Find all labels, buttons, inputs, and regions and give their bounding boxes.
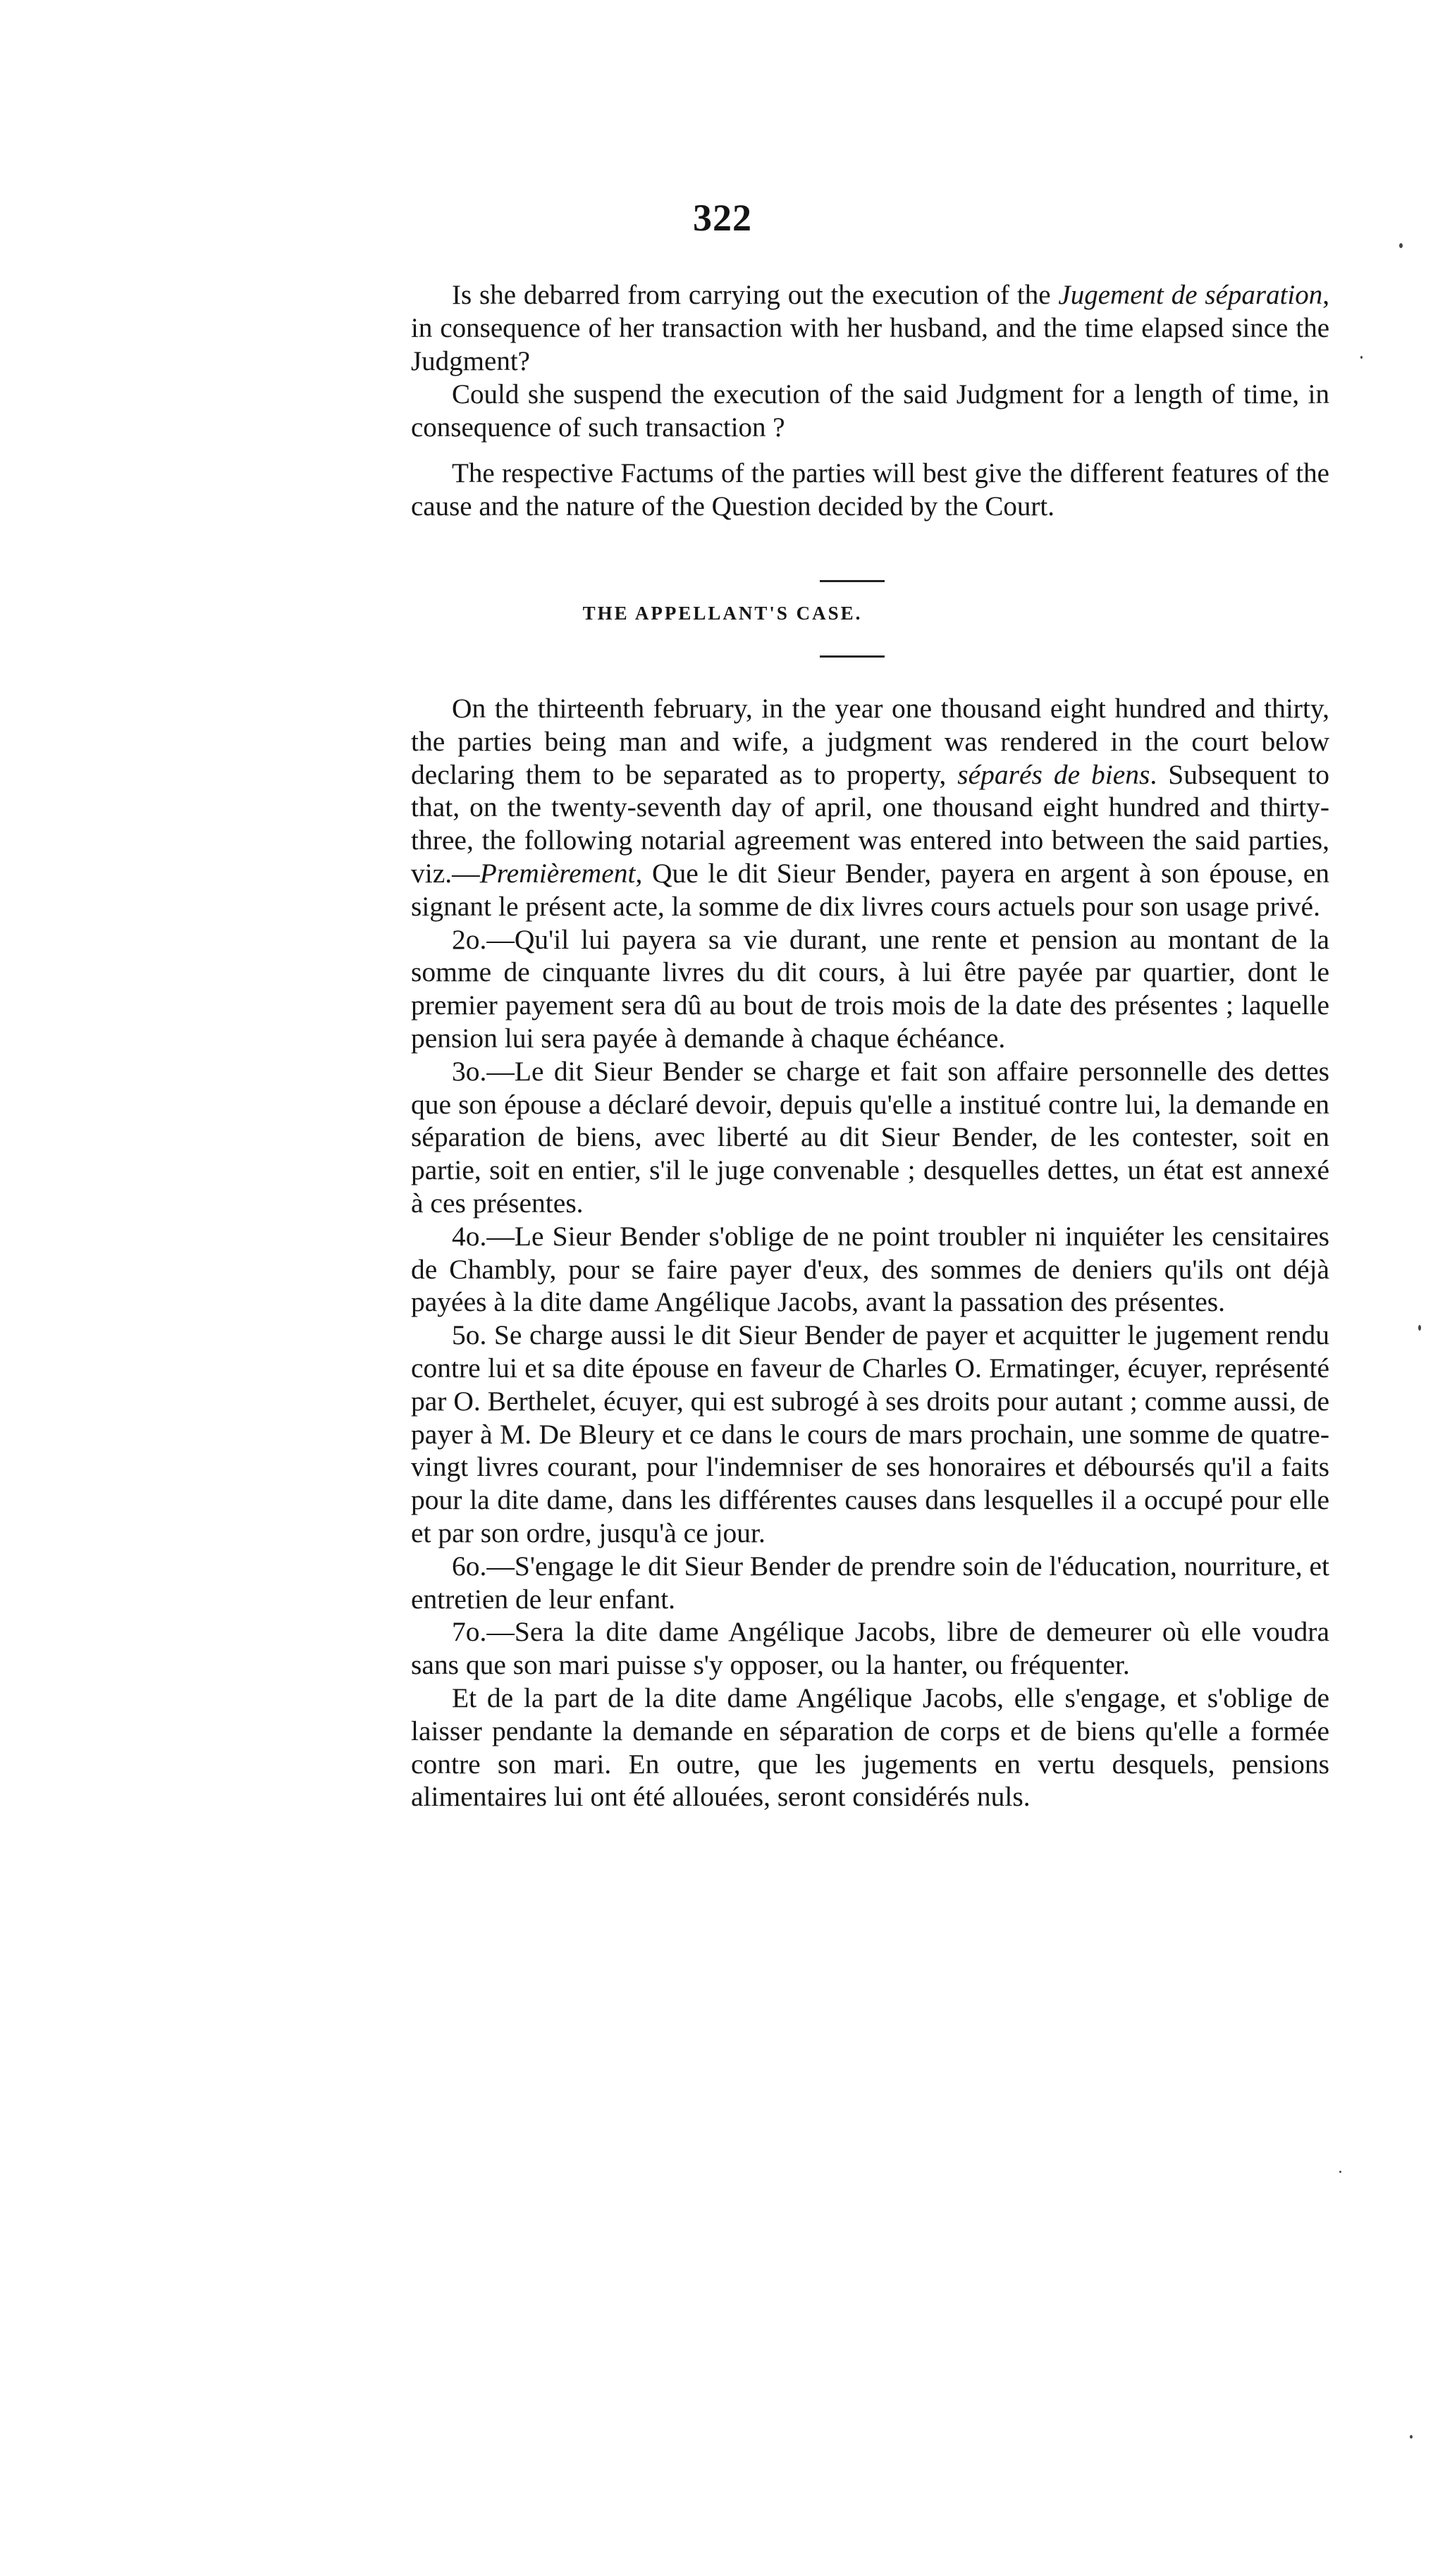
agreement-clause: 4o.—Le Sieur Bender s'oblige de ne point troubler ni inquiéter les censitaires de Chambly, pour se faire payer d'eux, des sommes de deniers qu'ils ont déjà payées à la dite dame Angélique Jacobs, avant la passation des présentes. bbox=[411, 1220, 1329, 1318]
agreement-clause: 7o.—Sera la dite dame Angélique Jacobs, libre de demeurer où elle voudra sans que son mari puisse s'y opposer, ou la hanter, ou fréquenter. bbox=[411, 1616, 1329, 1681]
agreement-clause: 2o.—Qu'il lui payera sa vie durant, une rente et pension au montant de la somme de cinquante livres du dit cours, à lui être payée par quartier, dont le premier payement sera dû au bout de trois mois de la date des présentes ; laquelle pension lui sera payée à demande à chaque échéance. bbox=[411, 923, 1329, 1054]
heading-rule-top bbox=[820, 580, 885, 582]
factums-text: The respective Factums of the parties will best give the different features of the cause and the nature of the Question decided by the Court. bbox=[411, 458, 1329, 522]
heading-rule-bottom bbox=[820, 655, 885, 658]
scan-speck bbox=[1360, 356, 1363, 359]
agreement-clause: 6o.—S'engage le dit Sieur Bender de prendre soin de l'éducation, nourriture, et entretien de leur enfant. bbox=[411, 1550, 1329, 1615]
scan-speck bbox=[1418, 1325, 1421, 1331]
body-paragraph: On the thirteenth february, in the year one thousand eight hundred and thirty, the parties being man and wife, a judgment was rendered in the court below declaring them to be separated as to property, séparés de biens. Subsequent to that, on the twenty-seventh day of april, one thousand eight hundred and thirty-three, the following notarial agreement was entered into between the said parties, viz.—Premièrement, Que le dit Sieur Bender, payera en argent à son épouse, en signant le présent acte, la somme de dix livres cours actuels pour son usage privé. bbox=[411, 693, 1329, 922]
body-paragraph: Et de la part de la dite dame Angélique Jacobs, elle s'engage, et s'oblige de laisser pendante la demande en séparation de corps et de biens qu'elle a formée contre son mari. En outre, que les jugements en vertu desquels, pensions alimentaires lui ont été allouées, seront considérés nuls. bbox=[411, 1682, 1329, 1813]
question-paragraph: Could she suspend the execution of the said Judgment for a length of time, in consequence of such transaction ? bbox=[411, 379, 1329, 443]
page-number: 322 bbox=[693, 197, 752, 239]
case-heading: THE APPELLANT'S CASE. bbox=[582, 603, 863, 624]
intro-questions bbox=[411, 278, 1329, 444]
scan-speck bbox=[1339, 2171, 1341, 2173]
scan-speck bbox=[1399, 243, 1403, 248]
factums-paragraph bbox=[411, 457, 1329, 523]
agreement-clause: 3o.—Le dit Sieur Bender se charge et fait son affaire personnelle des dettes que son épouse a déclaré devoir, depuis qu'elle a institué contre lui, la demande en séparation de biens, avec liberté au dit Sieur Bender, de les contester, soit en partie, soit en entier, s'il le juge convenable ; desquelles dettes, un état est annexé à ces présentes. bbox=[411, 1055, 1329, 1219]
agreement-clause: 5o. Se charge aussi le dit Sieur Bender de payer et acquitter le jugement rendu contre lui et sa dite épouse en faveur de Charles O. Ermatinger, écuyer, représenté par O. Berthelet, écuyer, qui est subrogé à ses droits pour autant ; comme aussi, de payer à M. De Bleury et ce dans le cours de mars prochain, une somme de quatre-vingt livres courant, pour l'indemniser de ses honoraires et déboursés qu'il a faits pour la dite dame, dans les différentes causes dans lesquelles il a occupé pour elle et par son ordre, jusqu'à ce jour. bbox=[411, 1319, 1329, 1548]
question-paragraph: Is she debarred from carrying out the execution of the Jugement de séparation, in consequence of her transaction with her husband, and the time elapsed since the Judgment? bbox=[411, 280, 1330, 376]
case-body bbox=[411, 692, 1329, 1813]
scan-speck bbox=[1410, 2435, 1413, 2439]
